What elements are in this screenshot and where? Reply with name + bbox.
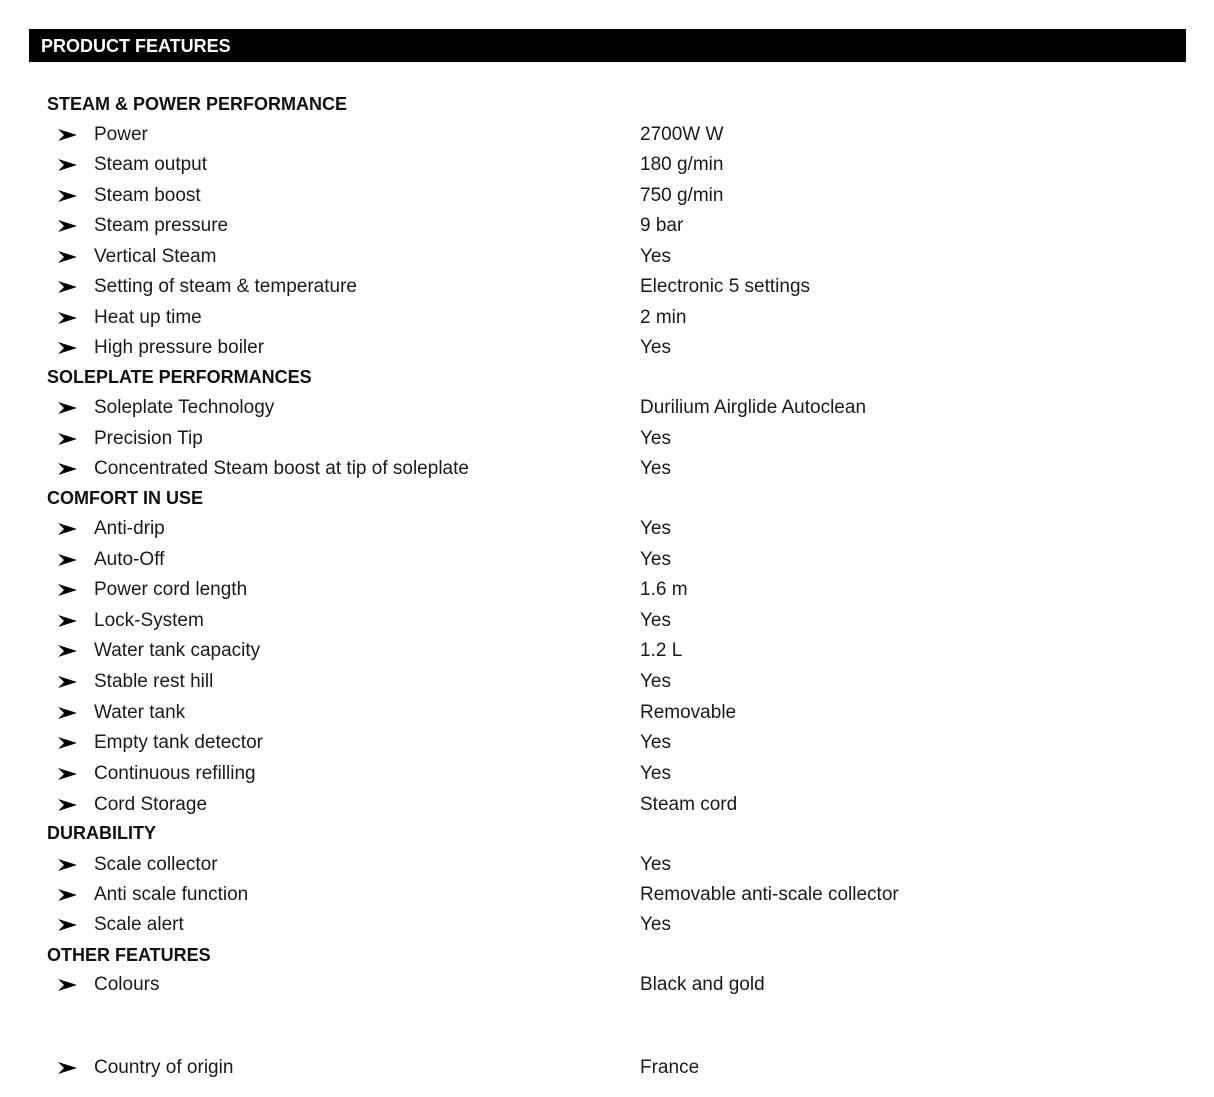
feature-row [0,1057,1214,1087]
arrow-bullet-icon [57,247,79,267]
feature-row [0,794,1214,824]
feature-label: Steam pressure [94,215,229,236]
arrow-bullet-icon [57,1058,79,1078]
feature-row [0,458,1214,488]
feature-label: Continuous refilling [94,763,256,784]
feature-value: Yes [640,732,671,753]
feature-row [0,428,1214,458]
feature-label: Lock-System [94,610,204,631]
feature-row [0,854,1214,884]
feature-row [0,549,1214,579]
arrow-bullet-icon [57,611,79,631]
arrow-bullet-icon [57,641,79,661]
feature-value: 2 min [640,307,687,328]
arrow-bullet-icon [57,398,79,418]
feature-label: Water tank capacity [94,640,261,661]
arrow-bullet-icon [57,519,79,539]
feature-label: Heat up time [94,307,202,328]
feature-label: Setting of steam & temperature [94,276,357,297]
feature-value: Yes [640,518,671,539]
section-heading-other: OTHER FEATURES [47,945,211,965]
arrow-bullet-icon [57,186,79,206]
feature-value: Yes [640,428,671,449]
arrow-bullet-icon [57,764,79,784]
feature-label: High pressure boiler [94,337,265,358]
arrow-bullet-icon [57,855,79,875]
feature-row [0,397,1214,427]
arrow-bullet-icon [57,308,79,328]
section-heading-soleplate: SOLEPLATE PERFORMANCES [47,367,312,387]
feature-value: Yes [640,610,671,631]
feature-row [0,246,1214,276]
feature-label: Anti scale function [94,884,249,905]
feature-value: 180 g/min [640,154,724,175]
feature-label: Steam boost [94,185,201,206]
arrow-bullet-icon [57,580,79,600]
feature-value: 9 bar [640,215,684,236]
feature-value: Yes [640,337,671,358]
feature-row [0,215,1214,245]
feature-label: Anti-drip [94,518,165,539]
feature-value: Durilium Airglide Autoclean [640,397,867,418]
feature-value: 750 g/min [640,185,724,206]
feature-value: France [640,1057,700,1078]
arrow-bullet-icon [57,975,79,995]
feature-row [0,185,1214,215]
feature-label: Vertical Steam [94,246,217,267]
feature-value: Yes [640,246,671,267]
feature-value: 2700W W [640,124,724,145]
section-heading-durability: DURABILITY [47,823,156,843]
feature-label: Water tank [94,702,186,723]
feature-row [0,974,1214,1004]
feature-row [0,276,1214,306]
arrow-bullet-icon [57,125,79,145]
feature-value: Steam cord [640,794,738,815]
feature-label: Scale collector [94,854,218,875]
feature-label: Power [94,124,148,145]
feature-row [0,914,1214,944]
arrow-bullet-icon [57,277,79,297]
arrow-bullet-icon [57,672,79,692]
arrow-bullet-icon [57,429,79,449]
feature-row [0,610,1214,640]
feature-label: Empty tank detector [94,732,263,753]
feature-row [0,124,1214,154]
feature-label: Auto-Off [94,549,165,570]
arrow-bullet-icon [57,216,79,236]
feature-value: Yes [640,671,671,692]
arrow-bullet-icon [57,885,79,905]
feature-label: Scale alert [94,914,184,935]
feature-value: Black and gold [640,974,765,995]
feature-label: Precision Tip [94,428,203,449]
feature-label: Concentrated Steam boost at tip of soleplate [94,458,469,479]
feature-label: Cord Storage [94,794,208,815]
feature-row [0,518,1214,548]
feature-row [0,671,1214,701]
feature-row [0,702,1214,732]
feature-value: Yes [640,549,671,570]
section-heading-comfort: COMFORT IN USE [47,488,203,508]
feature-value: Removable anti-scale collector [640,884,899,905]
arrow-bullet-icon [57,338,79,358]
feature-label: Soleplate Technology [94,397,275,418]
feature-row [0,337,1214,367]
feature-value: Yes [640,854,671,875]
feature-label: Steam output [94,154,208,175]
feature-label: Stable rest hill [94,671,214,692]
arrow-bullet-icon [57,915,79,935]
arrow-bullet-icon [57,155,79,175]
feature-row [0,732,1214,762]
arrow-bullet-icon [57,795,79,815]
feature-row [0,307,1214,337]
arrow-bullet-icon [57,703,79,723]
feature-value: Electronic 5 settings [640,276,811,297]
feature-value: 1.6 m [640,579,688,600]
feature-label: Country of origin [94,1057,234,1078]
feature-row [0,154,1214,184]
header-title: PRODUCT FEATURES [41,36,231,56]
arrow-bullet-icon [57,459,79,479]
feature-value: Yes [640,458,671,479]
feature-row [0,884,1214,914]
feature-row [0,763,1214,793]
feature-label: Power cord length [94,579,248,600]
arrow-bullet-icon [57,733,79,753]
feature-value: Yes [640,914,671,935]
product-features-header [29,29,1186,62]
feature-value: Yes [640,763,671,784]
section-heading-steam-power: STEAM & POWER PERFORMANCE [47,94,348,114]
feature-row [0,640,1214,670]
feature-value: Removable [640,702,737,723]
feature-row [0,579,1214,609]
feature-label: Colours [94,974,160,995]
arrow-bullet-icon [57,550,79,570]
feature-value: 1.2 L [640,640,683,661]
